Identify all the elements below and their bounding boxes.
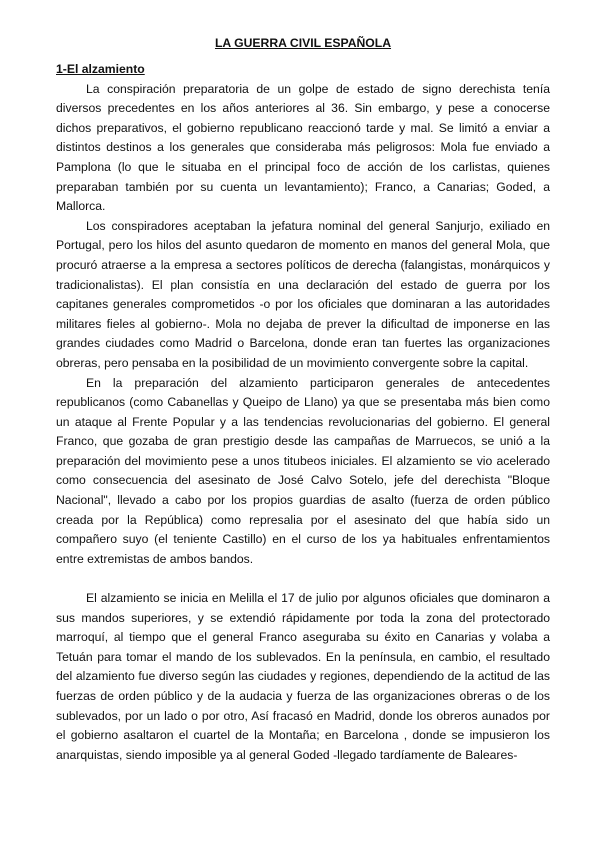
paragraph-spacer <box>56 569 550 589</box>
paragraph: Los conspiradores aceptaban la jefatura nominal del general Sanjurjo, exiliado en Portugal, pero los hilos del asunto quedaron de momento en manos del general Mola, que procuró atraerse a la empresa a sectores políticos de derecha (falangistas, monárquicos y tradicionalistas). El plan consistía en una declaración del estado de guerra por los capitanes generales comprometidos -o por los oficiales que dominaran a las autoridades militares fieles al gobierno-. Mola no dejaba de prever la dificultad de imponerse en las grandes ciudades como Madrid o Barcelona, donde eran tan fuertes las organizaciones obreras, pero pensaba en la posibilidad de un movimiento convergente sobre la capital. <box>56 218 550 370</box>
document-page <box>56 34 550 765</box>
paragraph: En la preparación del alzamiento participaron generales de antecedentes republicanos (como Cabanellas y Queipo de Llano) ya que se presentaba más bien como un ataque al Frente Popular y a las tendencias revolucionarias del gobierno. El general Franco, que gozaba de gran prestigio desde las campañas de Marruecos, se unió a la preparación del movimiento pese a unos titubeos iniciales. El alzamiento se vio acelerado como consecuencia del asesinato de José Calvo Sotelo, jefe del derechista "Bloque Nacional", llevado a cabo por los propios guardias de asalto (fuerza de orden público creada por la República) como represalia por el asesinato del que había sido un compañero suyo (el teniente Castillo) en el curso de los ya habituales enfrentamientos entre extremistas de ambos bandos. <box>56 375 550 566</box>
document-title: LA GUERRA CIVIL ESPAÑOLA <box>214 36 392 50</box>
paragraph: La conspiración preparatoria de un golpe de estado de signo derechista tenía diversos precedentes en los años anteriores al 36. Sin embargo, y pese a conocerse dichos preparativos, el gobierno republicano reaccionó tarde y mal. Se limitó a enviar a distintos destinos a los generales que consideraba más peligrosos: Mola fue enviado a Pamplona (lo que le situaba en el principal foco de acción de los carlistas, quienes preparaban también por su cuenta un levantamiento); Franco, a Canarias; Goded, a Mallorca. <box>56 81 550 214</box>
paragraph: El alzamiento se inicia en Melilla el 17 de julio por algunos oficiales que dominaron a sus mandos superiores, y se extendió rápidamente por toda la zona del protectorado marroquí, al tiempo que el general Franco aseguraba su éxito en Canarias y volaba a Tetuán para tomar el mando de los sublevados. En la península, en cambio, el resultado del alzamiento fue diverso según las ciudades y regiones, dependiendo de la actitud de las fuerzas de orden público y de la audacia y fuerza de las organizaciones obreras o de los sublevados, por un lado o por otro, Así fracasó en Madrid, donde los obreros aunados por el gobierno asaltaron el cuartel de la Montaña; en Barcelona , donde se impusieron los anarquistas, siendo imposible ya al general Goded -llegado tardíamente de Baleares- <box>56 591 550 762</box>
section-heading: 1-El alzamiento <box>56 62 145 76</box>
